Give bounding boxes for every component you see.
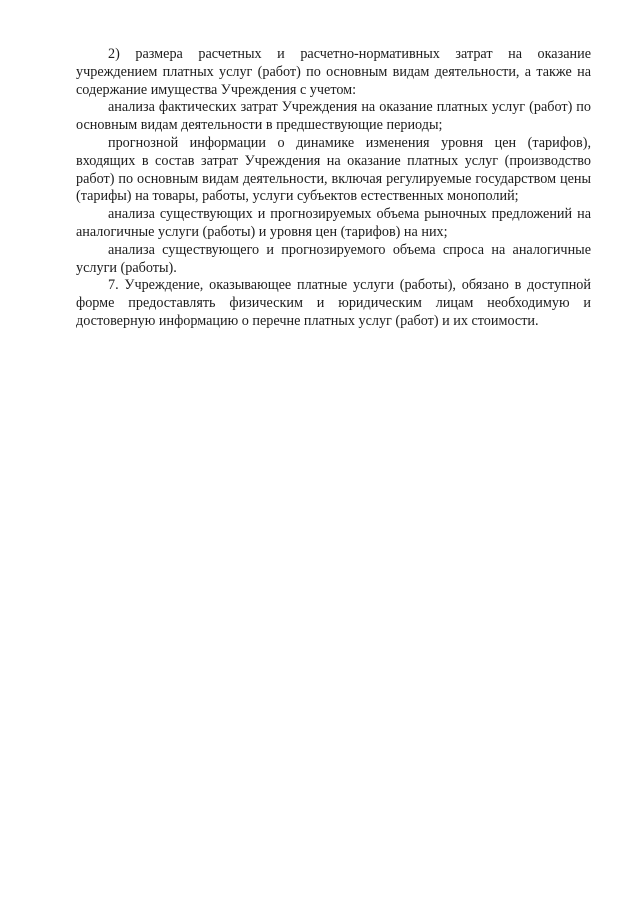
paragraph-item-2-costs: 2) размера расчетных и расчетно-нормативных затрат на оказание учреждением платных услуг (работ) по основным видам деятельности, а также на содержание имущества Учреждения с учетом: [76, 46, 591, 98]
paragraph-demand-analysis: анализа существующего и прогнозируемого объема спроса на аналогичные услуги (работы). [76, 241, 591, 276]
paragraph-item-7-information: 7. Учреждение, оказывающее платные услуги (работы), обязано в доступной форме предоставлять физическим и юридическим лицам необходимую и достоверную информацию о перечне платных услуг (работ) и их стоимости. [76, 277, 591, 329]
paragraph-actual-costs-analysis: анализа фактических затрат Учреждения на оказание платных услуг (работ) по основным видам деятельности в предшествующие периоды; [76, 99, 591, 134]
document-body [76, 46, 591, 331]
paragraph-price-forecast: прогнозной информации о динамике изменения уровня цен (тарифов), входящих в состав затрат Учреждения на оказание платных услуг (производство работ) по основным видам деятельности, включая регулируемые государством цены (тарифы) на товары, работы, услуги субъектов естественных монополий; [76, 134, 591, 205]
paragraph-market-offers-analysis: анализа существующих и прогнозируемых объема рыночных предложений на аналогичные услуги (работы) и уровня цен (тарифов) на них; [76, 206, 591, 240]
